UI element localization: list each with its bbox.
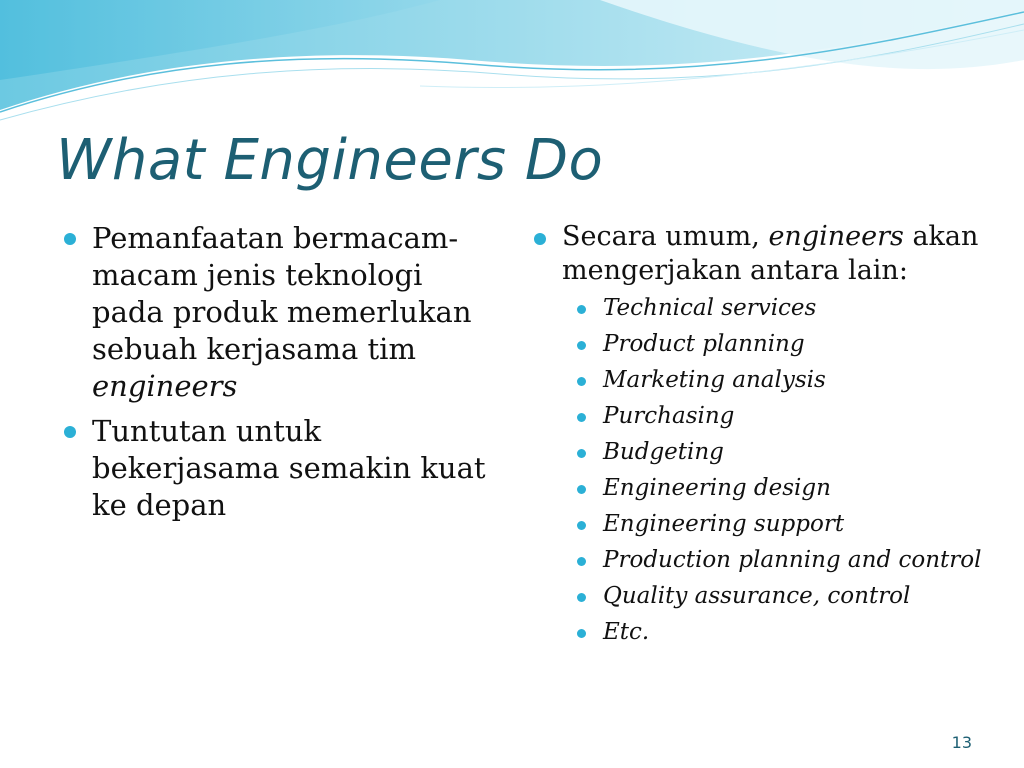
sub-bullet-text: Marketing analysis <box>603 367 826 393</box>
left-bullet-item <box>62 220 492 405</box>
sub-bullet-item <box>562 510 982 538</box>
sub-bullet-dot-icon <box>577 485 586 494</box>
sub-bullet-item <box>562 474 982 502</box>
sub-bullet-dot-icon <box>577 377 586 386</box>
sub-bullet-item <box>562 402 982 430</box>
right-column <box>532 220 982 654</box>
sub-bullet-item <box>562 546 982 574</box>
sub-bullet-text: Engineering design <box>603 475 831 501</box>
sub-bullet-item <box>562 618 982 646</box>
sub-bullet-item <box>562 582 982 610</box>
sub-bullet-dot-icon <box>577 521 586 530</box>
sub-bullet-item <box>562 294 982 322</box>
bullet-dot-icon <box>64 233 76 245</box>
bullet-dot-icon <box>534 233 546 245</box>
sub-bullet-text: Engineering support <box>603 511 845 537</box>
sub-bullet-dot-icon <box>577 629 586 638</box>
right-bullet-item <box>532 220 982 646</box>
sub-bullet-text: Technical services <box>603 295 817 321</box>
left-bullet-text: Pemanfaatan bermacam-macam jenis teknologi pada produk memerlukan sebuah kerjasama tim <box>92 221 472 366</box>
intro-emphasis: engineers <box>768 221 904 252</box>
left-column <box>62 220 492 532</box>
slide-title: What Engineers Do <box>56 128 604 193</box>
sub-bullet-dot-icon <box>577 449 586 458</box>
sub-bullet-item <box>562 330 982 358</box>
sub-bullet-dot-icon <box>577 305 586 314</box>
sub-bullet-list <box>562 294 982 646</box>
bullet-dot-icon <box>64 426 76 438</box>
sub-bullet-item <box>562 438 982 466</box>
sub-bullet-item <box>562 366 982 394</box>
sub-bullet-text: Quality assurance, control <box>603 583 911 609</box>
sub-bullet-text: Budgeting <box>603 439 724 465</box>
sub-bullet-text: Production planning and control <box>603 547 982 573</box>
slide-number: 13 <box>951 733 972 752</box>
sub-bullet-dot-icon <box>577 557 586 566</box>
sub-bullet-dot-icon <box>577 593 586 602</box>
left-bullet-list <box>62 220 492 524</box>
left-bullet-emphasis: engineers <box>92 369 238 403</box>
intro-prefix: Secara umum, <box>562 221 760 252</box>
intro-suffix: akan mengerjakan antara lain: <box>562 221 979 286</box>
sub-bullet-text: Purchasing <box>603 403 735 429</box>
header-wave-decoration <box>0 0 1024 130</box>
sub-bullet-dot-icon <box>577 341 586 350</box>
right-bullet-list <box>532 220 982 646</box>
left-bullet-item <box>62 413 492 524</box>
sub-bullet-text: Product planning <box>603 331 805 357</box>
left-bullet-text: Tuntutan untuk bekerjasama semakin kuat ke depan <box>92 414 486 522</box>
sub-bullet-text: Etc. <box>603 619 650 645</box>
sub-bullet-dot-icon <box>577 413 586 422</box>
